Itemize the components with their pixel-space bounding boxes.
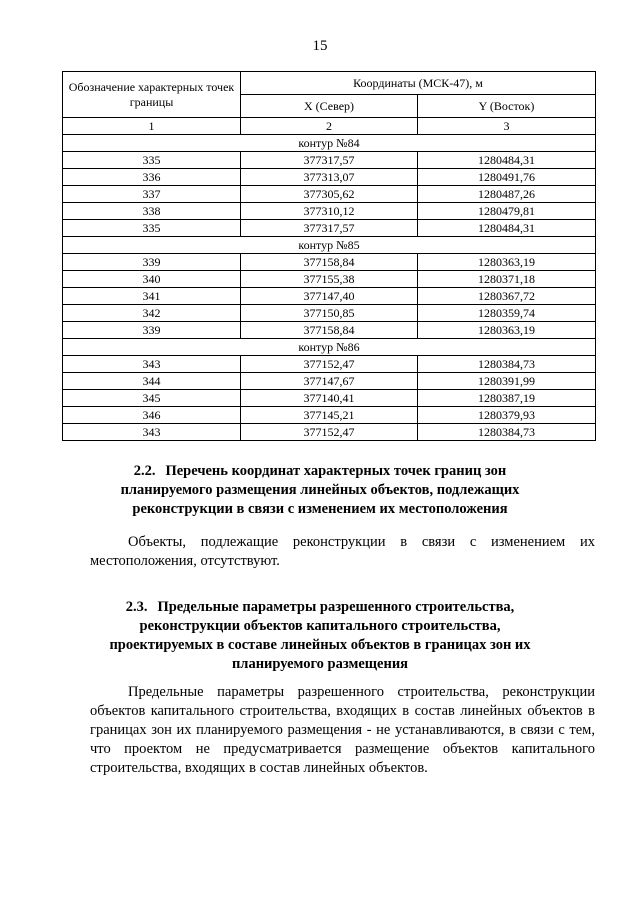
contour-label: контур №86	[63, 339, 596, 356]
table-row	[63, 203, 596, 220]
point-cell: 344	[63, 373, 241, 390]
y-cell: 1280384,73	[418, 356, 596, 373]
table-row	[63, 305, 596, 322]
section-2-3-title-line: реконструкции объектов капитального строительства,	[139, 618, 501, 634]
y-cell: 1280487,26	[418, 186, 596, 203]
y-cell: 1280379,93	[418, 407, 596, 424]
y-cell: 1280363,19	[418, 322, 596, 339]
column-number: 3	[418, 118, 596, 135]
table-row	[63, 220, 596, 237]
y-cell: 1280491,76	[418, 169, 596, 186]
table-row	[63, 152, 596, 169]
x-cell: 377317,57	[241, 220, 418, 237]
x-cell: 377317,57	[241, 152, 418, 169]
section-2-2-title-line: реконструкции в связи с изменением их местоположения	[132, 501, 508, 517]
y-cell: 1280384,73	[418, 424, 596, 441]
y-cell: 1280391,99	[418, 373, 596, 390]
point-cell: 336	[63, 169, 241, 186]
table-row	[63, 169, 596, 186]
table-row	[63, 373, 596, 390]
point-cell: 338	[63, 203, 241, 220]
y-cell: 1280371,18	[418, 271, 596, 288]
y-cell: 1280484,31	[418, 152, 596, 169]
section-2-3-title-line	[0, 598, 640, 617]
x-cell: 377305,62	[241, 186, 418, 203]
section-2-2-heading	[0, 462, 640, 519]
y-cell: 1280484,31	[418, 220, 596, 237]
table-row	[63, 424, 596, 441]
table-row	[63, 407, 596, 424]
table-row	[63, 271, 596, 288]
section-2-2-title-text: Перечень координат характерных точек границ зон	[165, 463, 507, 479]
contour-label: контур №84	[63, 135, 596, 152]
section-2-3-body: Предельные параметры разрешенного строительства, реконструкции объектов капитального строительства, входящих в состав линейных объектов в границах зон их планируемого размещения - не устанавливаются, в связи с тем, что проектом не предусматривается размещение объектов капитального строительства, входящих в состав линейных объектов.	[90, 684, 595, 776]
x-cell: 377313,07	[241, 169, 418, 186]
y-cell: 1280359,74	[418, 305, 596, 322]
x-cell: 377145,21	[241, 407, 418, 424]
x-cell: 377310,12	[241, 203, 418, 220]
point-cell: 343	[63, 356, 241, 373]
section-2-2-number: 2.2.	[133, 463, 156, 479]
x-cell: 377155,38	[241, 271, 418, 288]
y-cell: 1280363,19	[418, 254, 596, 271]
point-cell: 337	[63, 186, 241, 203]
section-2-3-number: 2.3.	[125, 599, 148, 615]
x-cell: 377140,41	[241, 390, 418, 407]
y-cell: 1280367,72	[418, 288, 596, 305]
section-2-3-title-line: планируемого размещения	[231, 656, 409, 672]
table-row	[63, 288, 596, 305]
header-coords-label: Координаты (МСК-47), м	[241, 72, 596, 95]
point-cell: 335	[63, 220, 241, 237]
coordinates-table	[62, 71, 596, 441]
y-cell: 1280479,81	[418, 203, 596, 220]
x-cell: 377152,47	[241, 356, 418, 373]
x-cell: 377158,84	[241, 254, 418, 271]
point-cell: 342	[63, 305, 241, 322]
column-number: 2	[241, 118, 418, 135]
header-point-label: Обозначение характерных точек границы	[63, 72, 241, 118]
x-cell: 377158,84	[241, 322, 418, 339]
section-2-2-body: Объекты, подлежащие реконструкции в связи с изменением их местоположения, отсутствуют.	[90, 534, 595, 569]
point-cell: 339	[63, 254, 241, 271]
point-cell: 346	[63, 407, 241, 424]
point-cell: 335	[63, 152, 241, 169]
x-cell: 377147,67	[241, 373, 418, 390]
point-cell: 340	[63, 271, 241, 288]
section-2-3-title-text: Предельные параметры разрешенного строительства,	[157, 599, 515, 615]
table-row	[63, 186, 596, 203]
contour-label: контур №85	[63, 237, 596, 254]
section-2-3-title-line: проектируемых в составе линейных объектов в границах зон их	[109, 637, 531, 653]
point-cell: 339	[63, 322, 241, 339]
section-2-2-title-line: планируемого размещения линейных объектов, подлежащих	[120, 482, 520, 498]
point-cell: 341	[63, 288, 241, 305]
table-row	[63, 356, 596, 373]
table-row	[63, 254, 596, 271]
page-number: 15	[312, 38, 328, 54]
x-cell: 377152,47	[241, 424, 418, 441]
table-row	[63, 322, 596, 339]
point-cell: 343	[63, 424, 241, 441]
header-y-label: Y (Восток)	[418, 95, 596, 118]
section-2-2-title-line	[0, 462, 640, 481]
y-cell: 1280387,19	[418, 390, 596, 407]
header-x-label: X (Север)	[241, 95, 418, 118]
point-cell: 345	[63, 390, 241, 407]
x-cell: 377150,85	[241, 305, 418, 322]
column-number: 1	[63, 118, 241, 135]
x-cell: 377147,40	[241, 288, 418, 305]
section-2-3-heading	[0, 598, 640, 674]
table-row	[63, 390, 596, 407]
